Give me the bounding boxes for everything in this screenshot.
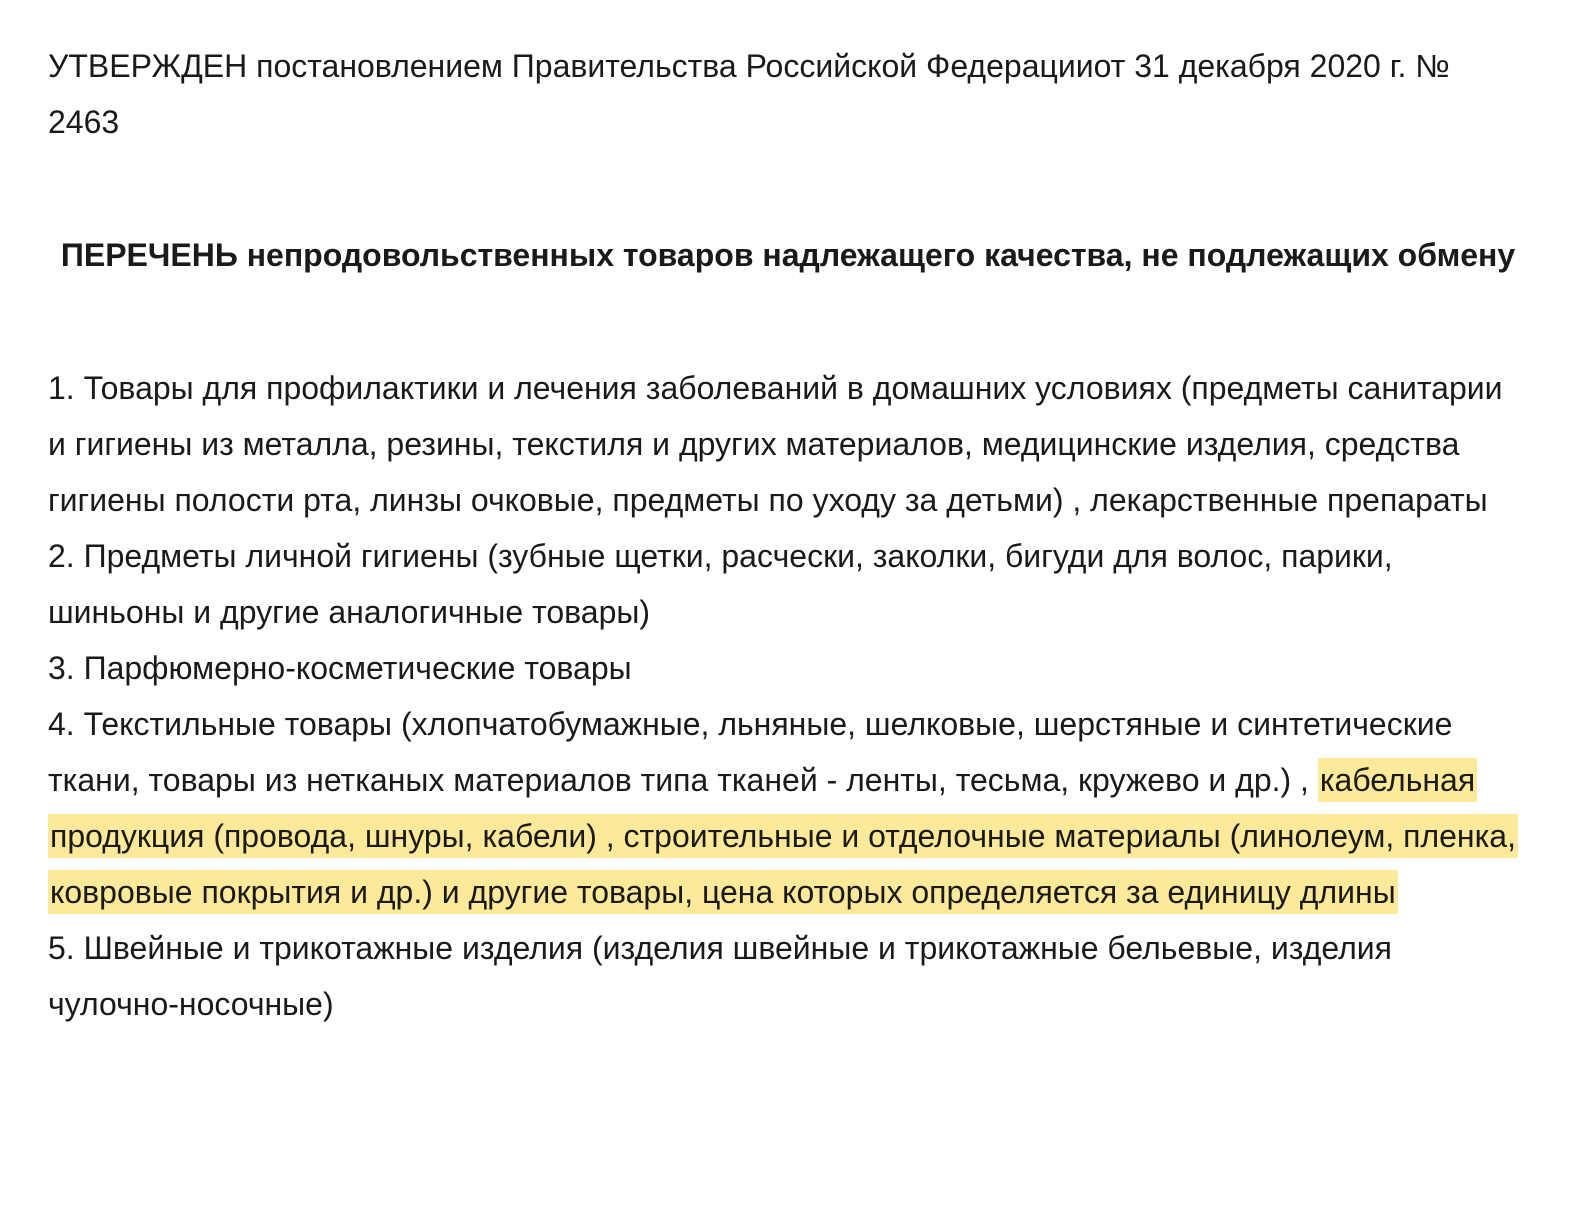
list-item-5: 5. Швейные и трикотажные изделия (изделия швейные и трикотажные бельевые, изделия чулочно-носочные) [48,930,1392,1022]
list-item-4-plain-text: 4. Текстильные товары (хлопчатобумажные, льняные, шелковые, шерстяные и синтетические ткани, товары из нетканых материалов типа тканей - ленты, тесьма, кружево и др.) , [48,706,1453,798]
goods-list [48,360,1518,1032]
approval-statement: УТВЕРЖДЕН постановлением Правительства Российской Федерацииот 31 декабря 2020 г. № 2463 [48,48,1450,140]
list-item-4 [48,696,1518,920]
highlighted-text: кабельная продукция (провода, шнуры, кабели) , строительные и отделочные материалы (линолеум, пленка, ковровые покрытия и др.) и другие товары, цена которых определяется за единицу длины [48,758,1518,914]
list-item-1: 1. Товары для профилактики и лечения заболеваний в домашних условиях (предметы санитарии и гигиены из металла, резины, текстиля и других материалов, медицинские изделия, средства гигиены полости рта, линзы очковые, предметы по уходу за детьми) , лекарственные препараты [48,370,1503,518]
list-title: ПЕРЕЧЕНЬ непродовольственных товаров надлежащего качества, не подлежащих обмену [60,237,1516,273]
list-item-2: 2. Предметы личной гигиены (зубные щетки, расчески, заколки, бигуди для волос, парики, шиньоны и другие аналогичные товары) [48,538,1393,630]
list-item-3: 3. Парфюмерно-косметические товары [48,650,632,686]
